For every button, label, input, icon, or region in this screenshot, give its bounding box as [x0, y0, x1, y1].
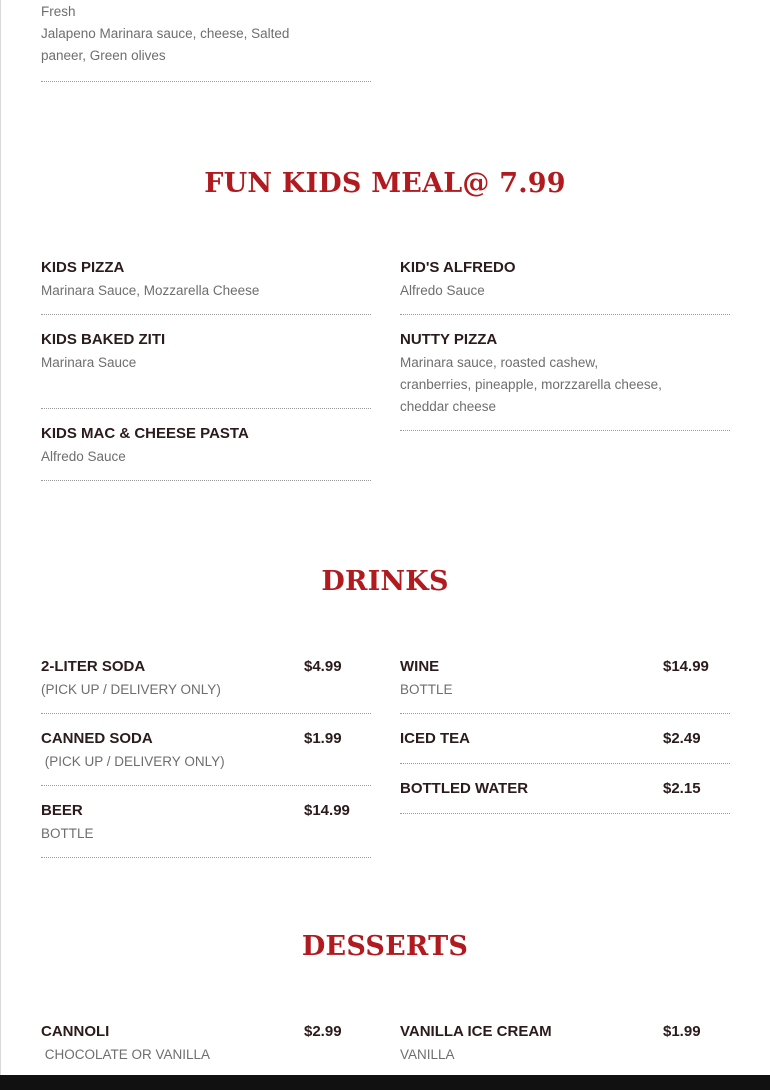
menu-item-kids-pizza	[41, 259, 371, 315]
menu-item-kids-mac-cheese	[41, 425, 371, 481]
desserts-section-title: DESSERTS	[301, 931, 469, 962]
menu-item-kids-alfredo	[400, 259, 730, 315]
menu-item-bottled-water	[400, 780, 730, 814]
menu-item-iced-tea	[400, 730, 730, 764]
item-price: $2.99	[304, 1023, 342, 1040]
item-price: $14.99	[663, 658, 709, 675]
item-name: KIDS PIZZA	[41, 259, 125, 276]
item-name: CANNOLI	[41, 1023, 110, 1040]
item-desc: VANILLA	[400, 1047, 455, 1062]
menu-item-vanilla-ice-cream	[400, 1023, 730, 1068]
item-price: $4.99	[304, 658, 342, 675]
item-name: KID'S ALFREDO	[400, 259, 516, 276]
item-desc: BOTTLE	[400, 682, 453, 697]
menu-item-cannoli	[41, 1023, 371, 1068]
drinks-section-title: DRINKS	[321, 566, 449, 597]
item-desc: Alfredo Sauce	[400, 283, 485, 298]
item-desc: CHOCOLATE OR VANILLA	[41, 1047, 211, 1062]
item-desc: BOTTLE	[41, 826, 94, 841]
item-desc: (PICK UP / DELIVERY ONLY)	[41, 682, 221, 697]
item-name: BOTTLED WATER	[400, 780, 529, 797]
item-price: $14.99	[304, 802, 350, 819]
page-edge	[0, 0, 1, 1075]
item-price: $2.15	[663, 780, 701, 797]
item-name: 2-LITER SODA	[41, 658, 146, 675]
menu-item-kids-baked-ziti	[41, 331, 371, 409]
item-desc: Marinara Sauce, Mozzarella Cheese	[41, 283, 260, 298]
menu-item-nutty-pizza	[400, 331, 730, 431]
kids-section-title: FUN KIDS MEAL@ 7.99	[204, 168, 566, 199]
item-name: NUTTY PIZZA	[400, 331, 498, 348]
top-item	[0, 0, 770, 90]
menu-item-beer	[41, 802, 371, 858]
menu-item-wine	[400, 658, 730, 714]
item-name: KIDS BAKED ZITI	[41, 331, 166, 348]
top-item-desc: Jalapeno Marinara sauce, cheese, Salted paneer, Green olives	[41, 26, 290, 63]
item-desc: Alfredo Sauce	[41, 449, 126, 464]
item-name: KIDS MAC & CHEESE PASTA	[41, 425, 249, 442]
bottom-bar	[0, 1075, 770, 1090]
item-price: $1.99	[304, 730, 342, 747]
item-desc: Marinara sauce, roasted cashew, cranberries, pineapple, morzzarella cheese, cheddar cheese	[400, 355, 662, 414]
item-name: ICED TEA	[400, 730, 471, 747]
menu-item-2-liter-soda	[41, 658, 371, 714]
item-name: WINE	[400, 658, 440, 675]
top-item-rule	[41, 81, 371, 82]
item-desc: (PICK UP / DELIVERY ONLY)	[41, 754, 225, 769]
item-name: CANNED SODA	[41, 730, 153, 747]
top-item-desc-line1: Fresh	[41, 4, 76, 19]
menu-item-canned-soda	[41, 730, 371, 786]
item-price: $1.99	[663, 1023, 701, 1040]
item-desc: Marinara Sauce	[41, 355, 137, 370]
item-name: VANILLA ICE CREAM	[400, 1023, 552, 1040]
item-price: $2.49	[663, 730, 701, 747]
item-name: BEER	[41, 802, 83, 819]
